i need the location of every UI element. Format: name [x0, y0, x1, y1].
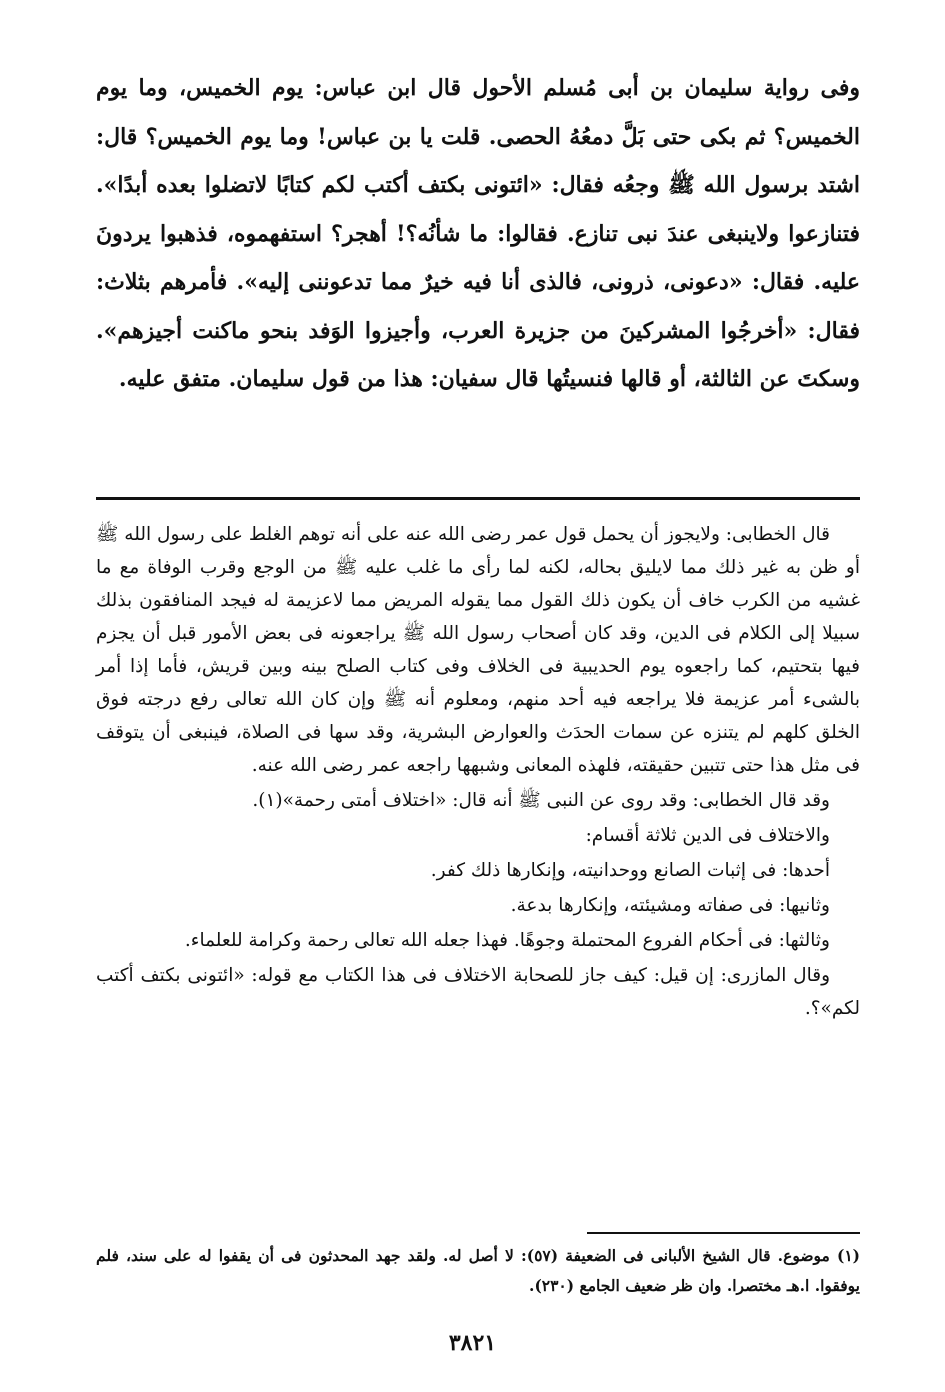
commentary-paragraph: قال الخطابى: ولايجوز أن يحمل قول عمر رضى الله عنه على أنه توهم الغلط على رسول الله ﷺ أو ظن به غير ذلك مما لايليق بحاله، لكنه لما رأى ما غلب عليه ﷺ من الوجع وقرب الوفاة مع ما غشيه من الكرب خاف أن يكون ذلك القول مما يقوله المريض مما لاعزيمة له فيجد المنافقون بذلك سبيلا إلى الكلام فى الدين، وقد كان أصحاب رسول الله ﷺ يراجعونه فى بعض الأمور قبل أن يجزم فيها بتحتيم، كما راجعوه يوم الحديبية فى الخلاف وفى كتاب الصلح بينه وبين قريش، فأما إذا أمر بالشىء أمر عزيمة فلا يراجعه فيه أحد منهم، ومعلوم أنه ﷺ وإن كان الله تعالى رفع درجته فوق الخلق كلهم لم يتنزه عن سمات الحدَث والعوارض البشرية، وقد سها فى الصلاة، فينبغى أن يتوقف فى مثل هذا حتى تتبين حقيقته، فلهذه المعانى وشبهها راجعه عمر رضى الله عنه. — [96, 524, 860, 776]
page-number: ٣٨٢١ — [448, 1330, 497, 1356]
commentary-paragraph: وثالثها: فى أحكام الفروع المحتملة وجوهًا. فهذا جعله الله تعالى رحمة وكرامة للعلماء. — [184, 930, 830, 951]
commentary-paragraph: وثانيها: فى صفاته ومشيئته، وإنكارها بدعة. — [510, 895, 830, 916]
commentary-paragraph: أحدها: فى إثبات الصانع ووحدانيته، وإنكارها ذلك كفر. — [430, 860, 830, 881]
footnote-divider — [587, 1232, 860, 1234]
commentary-paragraph: وقال المازرى: إن قيل: كيف جاز للصحابة الاختلاف فى هذا الكتاب مع قوله: «ائتونى بكتف أكتب لكم»؟. — [96, 965, 860, 1019]
section-divider — [96, 497, 860, 500]
commentary-paragraph: والاختلاف فى الدين ثلاثة أقسام: — [585, 825, 830, 846]
footnote: (١) موضوع. قال الشيخ الألبانى فى الضعيفة (٥٧): لا أصل له. ولقد جهد المحدثون فى أن يقفوا له على سند، فلم يوفقوا. ا.هـ مختصرا. وان ظر ضعيف الجامع (٢٣٠). — [96, 1246, 860, 1295]
commentary-paragraph: وقد قال الخطابى: وقد روى عن النبى ﷺ أنه قال: «اختلاف أمتى رحمة»(١). — [252, 790, 830, 811]
hadith-text: وفى رواية سليمان بن أبى مُسلم الأحول قال ابن عباس: يوم الخميس، وما يوم الخميس؟ ثم بكى حتى بَلَّ دمعُهُ الحصى. قلت يا بن عباس! وما يوم الخميس؟ قال: اشتد برسول الله ﷺ وجعُه فقال: «ائتونى بكتف أكتب لكم كتابًا لاتضلوا بعده أبدًا». فتنازعوا ولاينبغى عندَ نبى تنازع. فقالوا: ما شأنُه؟! أهجر؟ استفهموه، فذهبوا يردونَ عليه. فقال: «دعونى، ذرونى، فالذى أنا فيه خيرٌ مما تدعوننى إليه». فأمرهم بثلاث: فقال: «أخرجُوا المشركينَ من جزيرة العرب، وأجيزوا الوَفد بنحو ماكنت أجيزهم». وسكتَ عن الثالثة، أو قالها فنسيتُها قال سفيان: هذا من قول سليمان. متفق عليه. — [96, 75, 860, 392]
commentary-section — [96, 518, 860, 1025]
